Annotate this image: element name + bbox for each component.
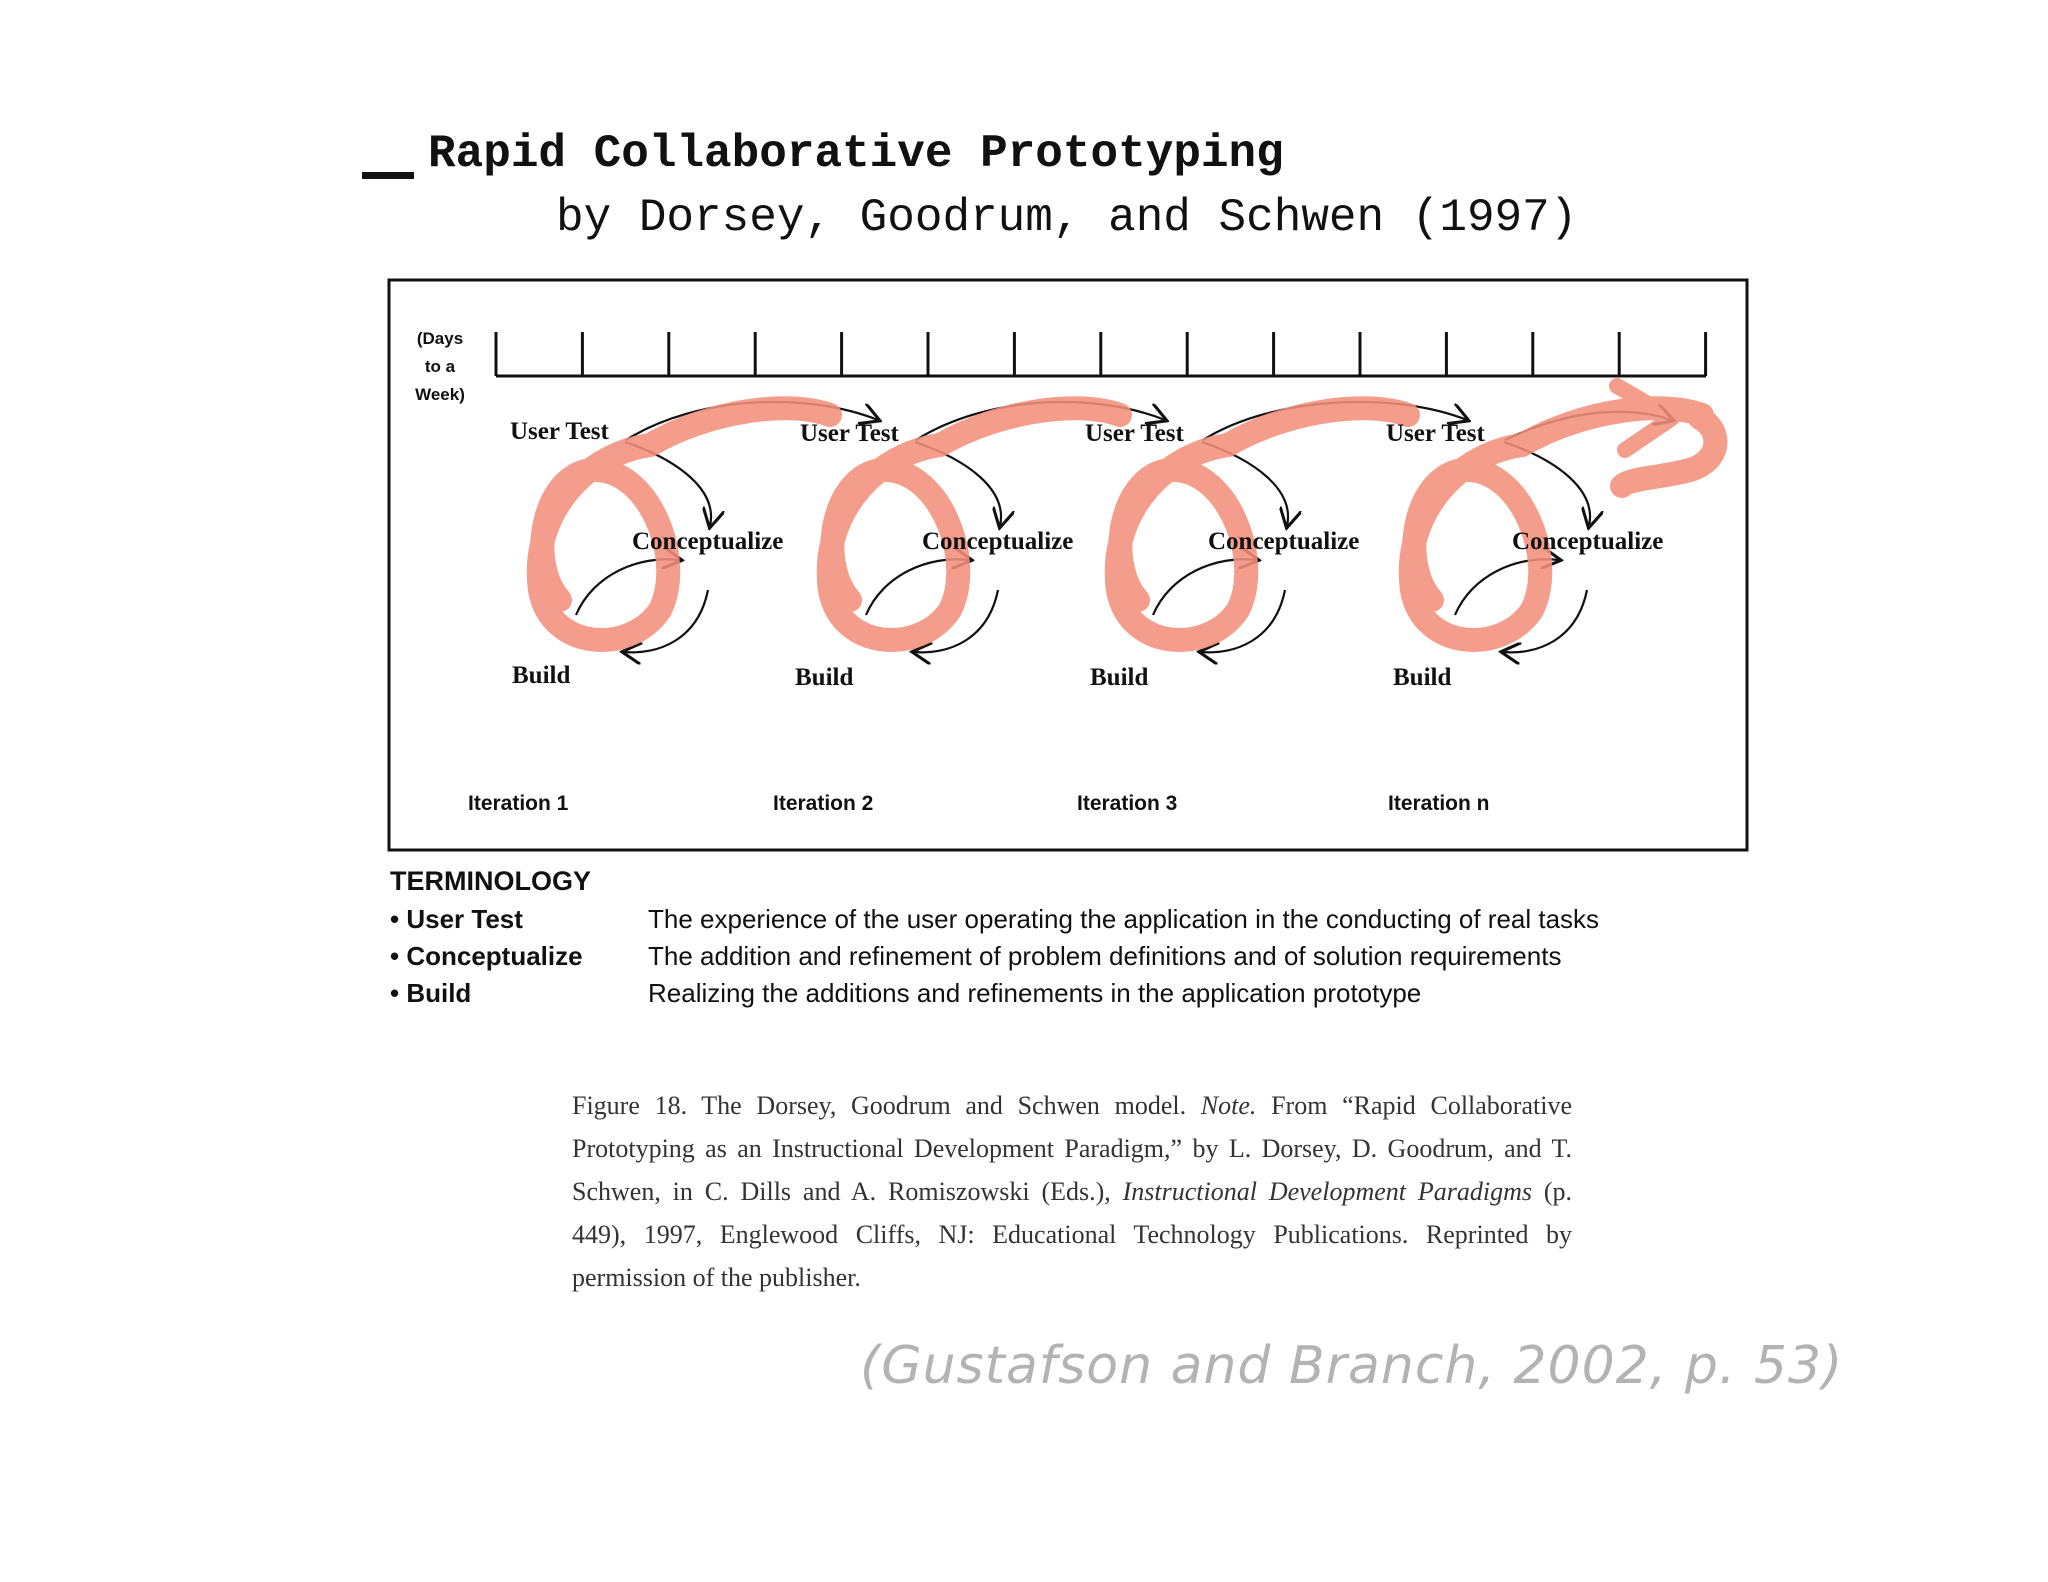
caption-text: The Dorsey, Goodrum and Schwen model.: [687, 1091, 1201, 1120]
term-definition: Realizing the additions and refinements in the application prototype: [648, 978, 1422, 1008]
annotation-link: [1228, 408, 1408, 445]
conceptualize-label: Conceptualize: [1208, 528, 1360, 555]
caption-book-title: Instructional Development Paradigms: [1122, 1177, 1532, 1206]
iteration-label: Iteration 3: [1077, 792, 1178, 815]
caption-note: Note.: [1200, 1091, 1257, 1120]
build-label: Build: [1090, 664, 1149, 691]
handwritten-citation: (Gustafson and Branch, 2002, p. 53): [860, 1336, 1844, 1396]
timeline-label: (Days to a Week): [415, 329, 465, 404]
term-name: • User Test: [390, 904, 523, 934]
term-definition: The addition and refinement of problem definitions and of solution requirements: [648, 941, 1562, 971]
user-test-label: User Test: [1386, 420, 1485, 447]
conceptualize-label: Conceptualize: [1512, 528, 1664, 555]
conceptualize-label: Conceptualize: [632, 528, 784, 555]
build-label: Build: [512, 662, 571, 689]
page-title: Rapid Collaborative Prototyping: [428, 128, 1284, 180]
page-subtitle: by Dorsey, Goodrum, and Schwen (1997): [556, 192, 1578, 244]
caption-text: (p. 449), 1997, Englewood Cliffs, NJ: Educational Technology Publications. Reprinted by permission of the publisher.: [572, 1177, 1572, 1292]
user-test-label: User Test: [1085, 420, 1184, 447]
build-label: Build: [795, 664, 854, 691]
iteration-label: Iteration n: [1388, 792, 1490, 815]
build-label: Build: [1393, 664, 1452, 691]
figure-caption: [572, 1084, 1572, 1299]
iteration-label: Iteration 2: [773, 792, 874, 815]
iteration-label: Iteration 1: [468, 792, 569, 815]
user-test-label: User Test: [800, 420, 899, 447]
user-test-label: User Test: [510, 418, 609, 445]
term-name: • Build: [390, 978, 472, 1008]
terminology-heading: TERMINOLOGY: [390, 866, 591, 896]
term-name: • Conceptualize: [390, 941, 583, 971]
caption-text: From “Rapid Collaborative Prototyping as an Instructional Development Paradigm,” by L. Dorsey, D. Goodrum, and T. Schwen, in C. Dills and A. Romiszowski (Eds.),: [572, 1091, 1572, 1206]
conceptualize-label: Conceptualize: [922, 528, 1074, 555]
timeline-axis: [496, 332, 1706, 376]
term-definition: The experience of the user operating the application in the conducting of real tasks: [648, 904, 1600, 934]
caption-label: Figure 18.: [572, 1091, 688, 1120]
